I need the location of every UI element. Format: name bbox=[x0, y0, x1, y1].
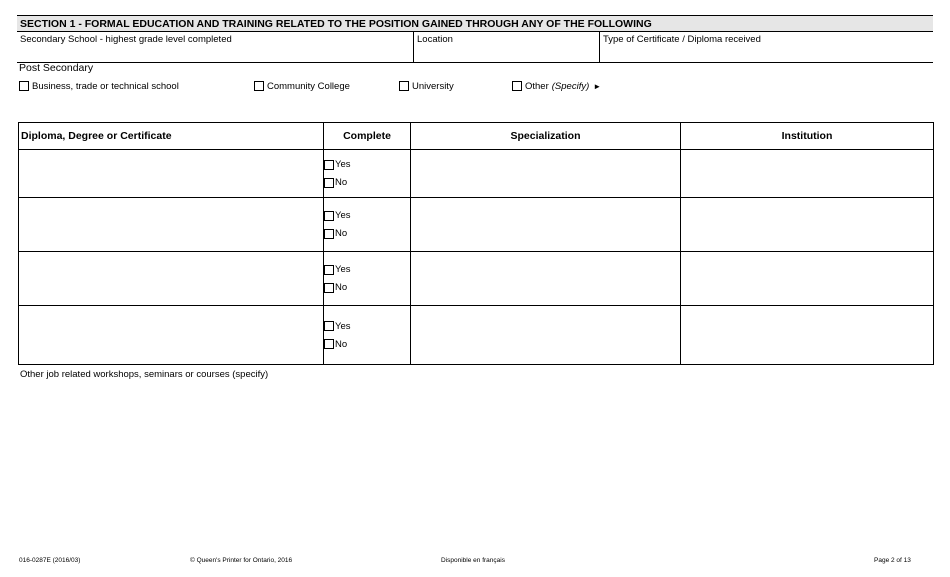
secondary-school-field[interactable] bbox=[17, 32, 413, 62]
institution-cell[interactable] bbox=[681, 198, 934, 252]
yes-option[interactable] bbox=[324, 156, 410, 174]
checkbox-yes[interactable] bbox=[324, 321, 334, 331]
col-header-diploma: Diploma, Degree or Certificate bbox=[19, 123, 324, 150]
no-option[interactable] bbox=[324, 335, 410, 353]
option-label: Other bbox=[525, 80, 549, 92]
specialization-cell[interactable] bbox=[411, 198, 681, 252]
institution-cell[interactable] bbox=[681, 306, 934, 365]
checkbox-university[interactable] bbox=[399, 81, 409, 91]
checkbox-community-college[interactable] bbox=[254, 81, 264, 91]
location-label: Location bbox=[417, 34, 453, 45]
specialization-cell[interactable] bbox=[411, 150, 681, 198]
no-label: No bbox=[335, 338, 348, 350]
arrow-right-icon: ► bbox=[593, 81, 602, 91]
diploma-cell[interactable] bbox=[19, 306, 324, 365]
yes-option[interactable] bbox=[324, 207, 410, 225]
option-label: Community College bbox=[267, 80, 350, 92]
specialization-cell[interactable] bbox=[411, 252, 681, 306]
other-workshops-label: Other job related workshops, seminars or courses (specify) bbox=[20, 369, 269, 380]
yes-option[interactable] bbox=[324, 317, 410, 335]
checkbox-no[interactable] bbox=[324, 229, 334, 239]
diploma-cell[interactable] bbox=[19, 150, 324, 198]
no-label: No bbox=[335, 177, 348, 188]
section-1-header: SECTION 1 - FORMAL EDUCATION AND TRAINING RELATED TO THE POSITION GAINED THROUGH ANY OF THE FOLLOWING bbox=[17, 15, 933, 32]
institution-cell[interactable] bbox=[681, 252, 934, 306]
complete-cell bbox=[324, 150, 411, 198]
post-secondary-label: Post Secondary bbox=[19, 62, 94, 74]
location-field[interactable] bbox=[414, 32, 599, 62]
checkbox-yes[interactable] bbox=[324, 211, 334, 221]
yes-label: Yes bbox=[335, 159, 351, 170]
table-row bbox=[19, 306, 934, 365]
option-label: Business, trade or technical school bbox=[32, 80, 179, 92]
checkbox-no[interactable] bbox=[324, 178, 334, 188]
no-option[interactable] bbox=[324, 174, 410, 192]
table-row bbox=[19, 198, 934, 252]
col-header-specialization: Specialization bbox=[411, 123, 681, 150]
copyright: © Queen's Printer for Ontario, 2016 bbox=[190, 557, 293, 564]
institution-cell[interactable] bbox=[681, 150, 934, 198]
diploma-cell[interactable] bbox=[19, 252, 324, 306]
no-option[interactable] bbox=[324, 225, 410, 243]
complete-cell bbox=[324, 198, 411, 252]
option-university[interactable] bbox=[399, 79, 454, 93]
french-availability: Disponible en français bbox=[441, 557, 505, 564]
page-number: Page 2 of 13 bbox=[874, 557, 911, 564]
table-row bbox=[19, 252, 934, 306]
no-option[interactable] bbox=[324, 279, 410, 297]
table-header-row bbox=[19, 123, 934, 150]
specialization-cell[interactable] bbox=[411, 306, 681, 365]
certificate-type-field[interactable] bbox=[600, 32, 933, 62]
education-table bbox=[18, 122, 934, 365]
specify-hint: (Specify) bbox=[551, 80, 590, 92]
checkbox-business-trade[interactable] bbox=[19, 81, 29, 91]
complete-cell bbox=[324, 306, 411, 365]
complete-cell bbox=[324, 252, 411, 306]
yes-option[interactable] bbox=[324, 261, 410, 279]
yes-label: Yes bbox=[335, 264, 351, 275]
option-label: University bbox=[412, 80, 454, 92]
no-label: No bbox=[335, 228, 348, 239]
option-community-college[interactable] bbox=[254, 79, 350, 93]
form-number: 016-0287E (2016/03) bbox=[19, 557, 81, 564]
table-row bbox=[19, 150, 934, 198]
checkbox-no[interactable] bbox=[324, 283, 334, 293]
col-header-complete: Complete bbox=[324, 123, 411, 150]
yes-label: Yes bbox=[335, 320, 351, 332]
option-other[interactable] bbox=[512, 79, 601, 93]
secondary-school-label: Secondary School - highest grade level completed bbox=[20, 34, 232, 45]
secondary-school-row bbox=[17, 32, 933, 63]
checkbox-yes[interactable] bbox=[324, 265, 334, 275]
checkbox-yes[interactable] bbox=[324, 160, 334, 170]
option-business-trade[interactable] bbox=[19, 79, 179, 93]
checkbox-other[interactable] bbox=[512, 81, 522, 91]
col-header-institution: Institution bbox=[681, 123, 934, 150]
no-label: No bbox=[335, 282, 348, 293]
checkbox-no[interactable] bbox=[324, 339, 334, 349]
certificate-type-label: Type of Certificate / Diploma received bbox=[603, 34, 761, 45]
diploma-cell[interactable] bbox=[19, 198, 324, 252]
yes-label: Yes bbox=[335, 210, 351, 221]
